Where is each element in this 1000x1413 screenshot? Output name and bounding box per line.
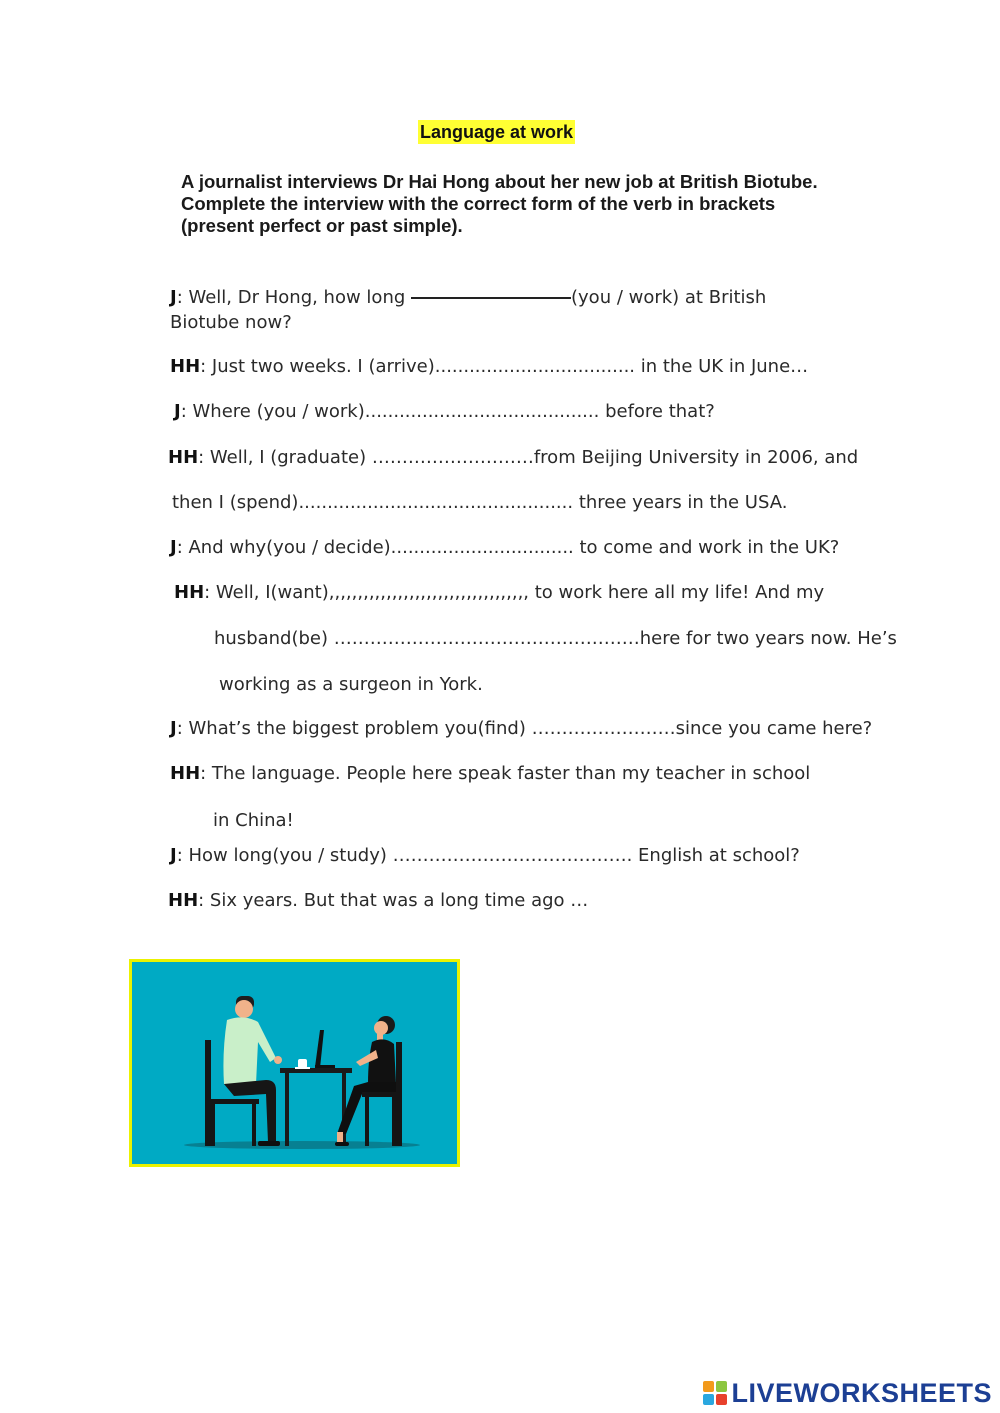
dialogue-line-10 [168,889,588,913]
dialogue-line-4 [168,446,858,470]
line-text: (you / work) at British [571,287,767,308]
interview-scene-image [132,962,457,1164]
dialogue-line-9 [170,844,800,868]
line-text: : How long(you / study) …………………………………. English at school? [176,845,800,866]
line-text: : Well, I(want),,,,,,,,,,,,,,,,,,,,,,,,,,,,,,,,,,, to work here all my life! And my [204,582,825,603]
dialogue-line-3 [174,400,715,424]
speaker-label: J [170,845,177,866]
speaker-label: HH [168,447,199,468]
answer-blank[interactable] [411,287,571,299]
line-text: : What’s the biggest problem you(find) ……………………since you came here? [176,718,873,739]
line-text: : Where (you / work)......................................... before that? [180,401,715,422]
floor-shadow [184,1141,420,1149]
line-text: : Well, I (graduate) ………………………from Beijing University in 2006, and [198,447,859,468]
instructions: A journalist interviews Dr Hai Hong about her new job at British Biotube. Complete the interview with the correct form of the verb in brackets (present perfect or past simple). [181,171,818,236]
dialogue-line-6 [174,581,824,605]
liveworksheets-logo [703,1376,992,1410]
dialogue-line-7 [170,717,872,741]
line-text: : Six years. But that was a long time ago … [198,890,589,911]
interview-illustration [129,959,460,1167]
line-text: : And why(you / decide)................................ to come and work in the UK? [176,537,840,558]
line-text: : The language. People here speak faster than my teacher in school [200,763,811,784]
dialogue-line-4-cont: then I (spend)................................................ three years in the USA. [172,492,788,513]
speaker-label: HH [168,890,199,911]
speaker-label: J [174,401,181,422]
dialogue-line-6-cont2: working as a surgeon in York. [219,674,483,695]
dialogue-line-8 [170,762,810,786]
line-text: : Just two weeks. I (arrive)................................... in the UK in June… [200,356,809,377]
dialogue-line-5 [170,536,839,560]
speaker-label: J [170,537,177,558]
dialogue-line-2 [170,355,808,379]
page-title: Language at work [420,122,574,142]
dialogue-line-8-cont: in China! [213,810,294,831]
logo-text: LIVEWORKSHEETS [731,1378,992,1408]
dialogue-line-1 [170,286,766,310]
speaker-label: HH [170,763,201,784]
speaker-label: J [170,287,177,308]
logo-tiles-icon [703,1381,727,1405]
dialogue-line-6-cont: husband(be) ……………………………………………here for two years now. He’s [214,628,897,649]
speaker-label: HH [170,356,201,377]
dialogue-line-1-cont: Biotube now? [170,312,292,333]
speaker-label: HH [174,582,205,603]
speaker-label: J [170,718,177,739]
line-text: : Well, Dr Hong, how long [176,287,411,308]
